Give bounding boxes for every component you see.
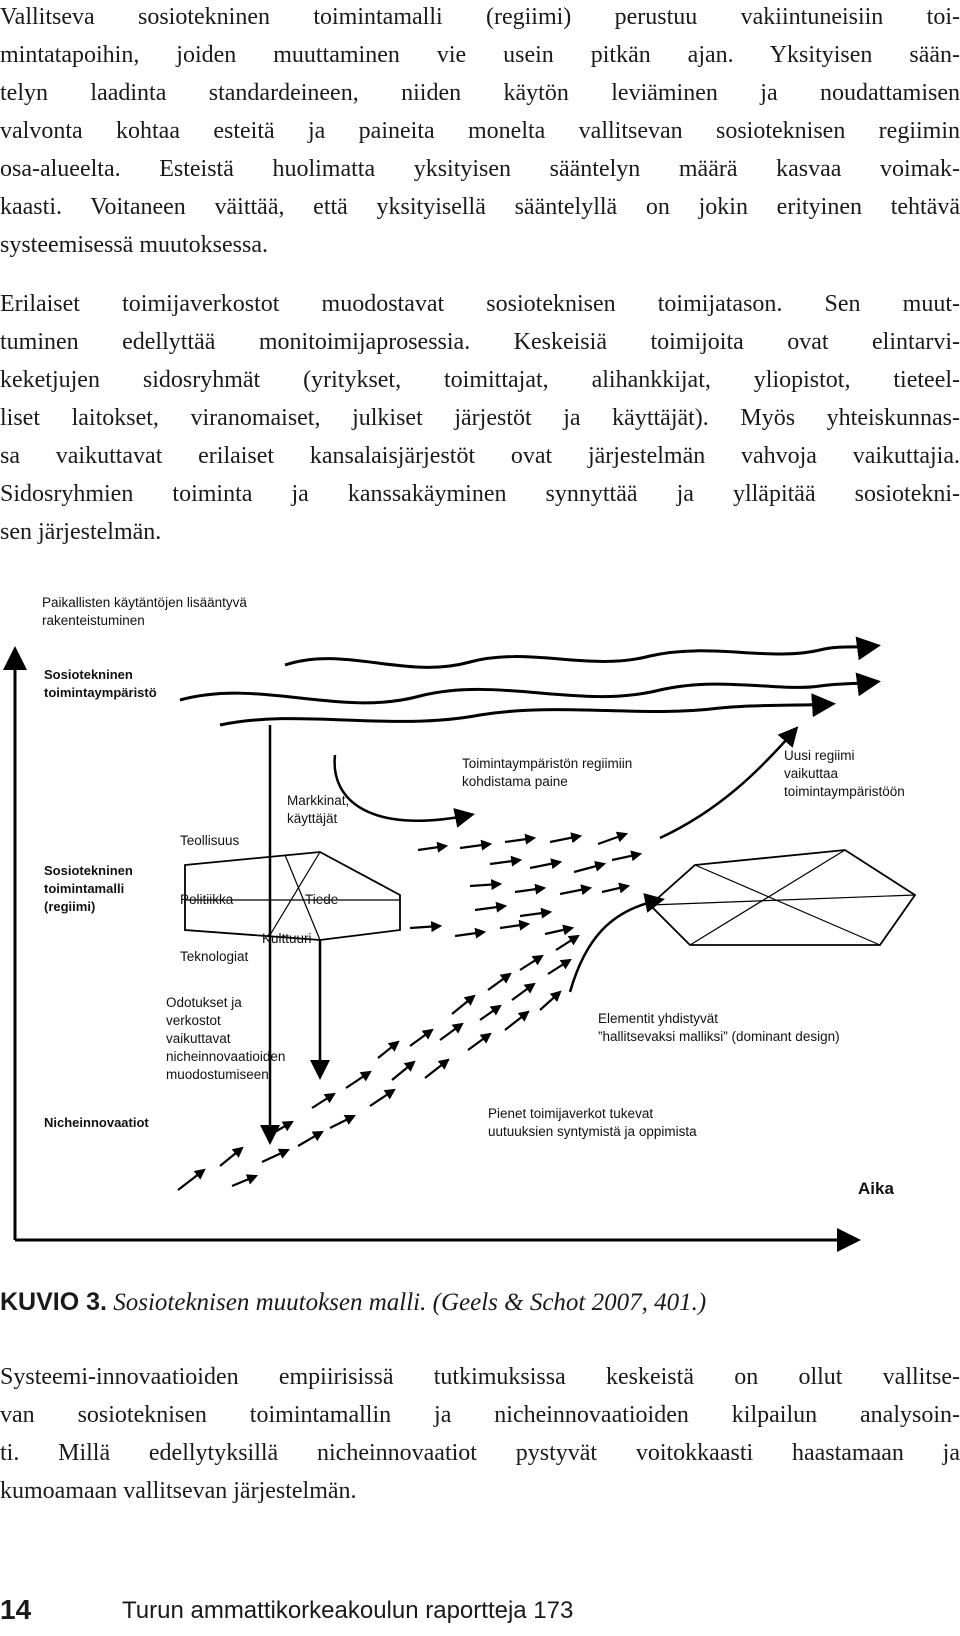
flow-arrow [520, 912, 550, 916]
paragraph-system-innovation [0, 1358, 960, 1510]
flow-arrow [232, 1176, 256, 1186]
text-line: ti. Millä edellytyksillä nicheinnovaatiot pystyvät voitokkaasti haastamaan ja [0, 1440, 960, 1466]
x-axis-label: Aika [858, 1179, 894, 1198]
label-line: vaikuttaa [784, 766, 839, 781]
flow-arrow [378, 1042, 398, 1058]
flow-arrow [268, 1122, 292, 1136]
landscape-pressure-arrow [335, 755, 470, 821]
label-line: Sosiotekninen [44, 863, 133, 878]
landscape-wave-top [285, 646, 875, 667]
flow-arrow [425, 1060, 448, 1078]
label-line: Uusi regiimi [784, 748, 855, 763]
flow-arrow [530, 862, 560, 868]
annotation-small-networks [488, 1105, 697, 1141]
label-line: Sosiotekninen [44, 667, 133, 682]
landscape-wave-bottom [220, 704, 830, 725]
flow-arrow [418, 846, 446, 850]
paragraph-intro-regime [0, 0, 960, 264]
label-line: vaikuttavat [166, 1031, 231, 1046]
label-line: toimintamalli [44, 881, 125, 896]
regime-label-technology: Teknologiat [180, 949, 249, 964]
label-line: nicheinnovaatioiden [166, 1049, 286, 1064]
flow-arrow [598, 834, 626, 844]
label-line: muodostumiseen [166, 1067, 269, 1082]
paragraph-actor-networks [0, 285, 960, 551]
niche-breakthrough-curve [570, 900, 660, 992]
annotation-dominant-design [598, 1010, 840, 1046]
diagram-graphics [0, 610, 960, 1290]
y-axis-label [42, 594, 247, 630]
niche-level-label: Nicheinnovaatiot [44, 1115, 149, 1130]
text-line: tuminen edellyttää monitoimijaprosessia. Keskeisiä toimijoita ovat elintarvi- [0, 329, 960, 355]
flow-arrow [505, 1012, 528, 1030]
label-line: Toimintaympäristön regiimiin [462, 756, 633, 771]
series-title: Turun ammattikorkeakoulun raportteja 173 [122, 1597, 574, 1624]
text-line: telyn laadinta standardeineen, niiden käytön leviäminen ja noudattamisen [0, 80, 960, 106]
new-regime-inner-line [690, 850, 845, 945]
label-line: Pienet toimijaverkot tukevat [488, 1106, 654, 1121]
flow-arrow [440, 1024, 462, 1040]
flow-arrow [612, 854, 640, 860]
flow-arrow [330, 1116, 354, 1128]
text-line: sen järjestelmän. [0, 519, 162, 545]
flow-arrow [370, 1090, 394, 1106]
regime-label-culture: Kulttuuri [262, 931, 312, 946]
label-line: toimintaympäristöön [784, 784, 905, 799]
text-line: kaasti. Voitaneen väittää, että yksityisellä sääntelyllä on jokin erityinen tehtävä [0, 194, 960, 220]
label-line: ”hallitsevaksi malliksi” (dominant design) [598, 1029, 840, 1044]
flow-arrow [468, 1034, 490, 1050]
annotation-new-regime [784, 747, 905, 801]
label-line: Odotukset ja [166, 995, 242, 1010]
label-line: (regiimi) [44, 899, 96, 914]
annotation-landscape-pressure [462, 755, 632, 791]
flow-arrow [312, 1094, 334, 1108]
regime-label-science: Tiede [305, 892, 339, 907]
new-regime-inner-line [695, 865, 880, 945]
flow-arrow [480, 1006, 500, 1020]
text-line: Sidosryhmien toiminta ja kanssakäyminen synnyttää ja ylläpitää sosiotekni- [0, 481, 960, 507]
y-axis-label-line: rakenteistuminen [42, 613, 145, 628]
flow-arrow [262, 1150, 288, 1162]
flow-arrow [410, 926, 440, 928]
text-line: osa-alueelta. Esteistä huolimatta yksityisen sääntelyn määrä kasvaa voimak- [0, 156, 960, 182]
text-line: kumoamaan vallitsevan järjestelmän. [0, 1478, 357, 1504]
page-footer [0, 1594, 960, 1634]
flow-arrow [460, 844, 490, 848]
flow-arrow [220, 1148, 242, 1166]
text-line: mintatapoihin, joiden muuttaminen vie usein pitkän ajan. Yksityisen sään- [0, 42, 960, 68]
new-regime-influence-arrow [660, 730, 795, 838]
flow-arrow [515, 888, 544, 892]
flow-arrow [602, 886, 628, 892]
flow-arrow [550, 836, 580, 842]
label-line: kohdistama paine [462, 774, 568, 789]
y-axis-label-line: Paikallisten käytäntöjen lisääntyvä [42, 595, 247, 610]
flow-arrow [574, 864, 604, 872]
flow-arrow [490, 860, 520, 864]
flow-arrow [392, 1062, 414, 1080]
flow-arrow [520, 956, 542, 970]
page-number: 14 [0, 1594, 32, 1625]
flow-arrow [346, 1072, 370, 1088]
label-line: Elementit yhdistyvät [598, 1011, 719, 1026]
flow-arrow [475, 906, 505, 910]
flow-arrow [545, 928, 572, 934]
flow-arrow [512, 984, 534, 1000]
flow-arrow [540, 992, 560, 1010]
flow-arrow [470, 884, 500, 886]
text-line: Systeemi-innovaatioiden empiirisissä tutkimuksissa keskeistä on ollut vallitse- [0, 1364, 960, 1390]
annotation-expectations [166, 994, 285, 1084]
caption-text: Sosioteknisen muutoksen malli. (Geels & Schot 2007, 401.) [113, 1289, 707, 1316]
text-line: Erilaiset toimijaverkostot muodostavat sosioteknisen toimijatason. Sen muut- [0, 291, 960, 317]
flow-arrow [452, 996, 474, 1014]
flow-arrow [560, 888, 590, 894]
text-line: van sosioteknisen toimintamallin ja nicheinnovaatioiden kilpailun analysoin- [0, 1402, 960, 1428]
flow-arrow [410, 1030, 432, 1046]
caption-label: KUVIO 3. [0, 1288, 107, 1316]
sociotechnical-change-diagram [0, 595, 960, 1290]
text-line: keketjujen sidosryhmät (yritykset, toimittajat, alihankkijat, yliopistot, tieteel- [0, 367, 960, 393]
regime-label-industry: Teollisuus [180, 833, 240, 848]
flow-arrow [505, 838, 534, 842]
label-line: käyttäjät [287, 811, 338, 826]
label-line: toimintaympäristö [44, 685, 157, 700]
landscape-wave-middle [180, 682, 875, 703]
flow-arrow [548, 960, 570, 974]
landscape-level-label [44, 666, 157, 702]
label-line: Markkinat, [287, 793, 350, 808]
figure-caption [0, 1285, 960, 1320]
flow-arrow [488, 974, 510, 990]
text-line: valvonta kohtaa esteitä ja paineita monelta vallitsevan sosioteknisen regiimin [0, 118, 960, 144]
label-line: verkostot [166, 1013, 221, 1028]
text-line: sa vaikuttavat erilaiset kansalaisjärjestöt ovat järjestelmän vahvoja vaikuttajia. [0, 443, 960, 469]
flow-arrow [556, 936, 578, 950]
regime-label-policy: Politiikka [180, 892, 234, 907]
new-regime-hexagon [650, 850, 915, 945]
text-line: systeemisessä muutoksessa. [0, 232, 268, 258]
flow-arrow [455, 932, 484, 936]
text-line: liset laitokset, viranomaiset, julkiset järjestöt ja käyttäjät). Myös yhteiskunnas- [0, 405, 960, 431]
text-line: Vallitseva sosiotekninen toimintamalli (regiimi) perustuu vakiintuneisiin toi- [0, 4, 960, 30]
flow-arrow [500, 924, 528, 928]
flow-arrow [178, 1170, 204, 1190]
regime-label-markets [287, 792, 349, 828]
label-line: uutuuksien syntymistä ja oppimista [488, 1124, 697, 1139]
regime-level-label [44, 862, 133, 916]
regime-flow-arrows [410, 834, 640, 936]
new-regime-inner-line [650, 895, 915, 905]
flow-arrow [298, 1132, 322, 1146]
